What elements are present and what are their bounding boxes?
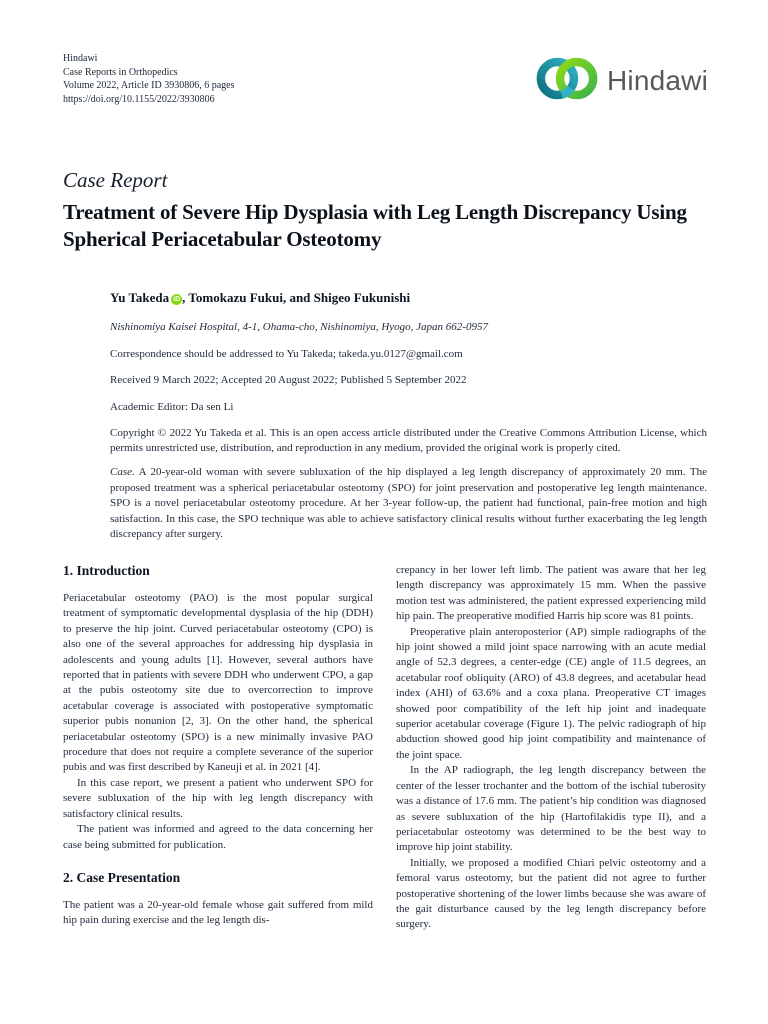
paragraph: Preoperative plain anteroposterior (AP) simple radiographs of the hip joint showed a mild joint space narrowing with an acute medial angle of 52.3 degrees, a center-edge (CE) angle of 11.5 degrees, an acetabular roof obliquity (ARO) of 43.8 degrees, and acetabular head index (AHI) of 63.6% and a coxa plana. Preoperative CT images showed poor compatibility of the left hip joint and inadequate superior acetabular coverage (Figure 1). The pelvic radiograph of hip abduction showed good hip joint compatibility and maintenance of the joint space. — [396, 625, 706, 761]
article-title: Treatment of Severe Hip Dysplasia with Leg Length Discrepancy Using Spherical Periacetabular Osteotomy — [63, 200, 687, 251]
paragraph: The patient was a 20-year-old female whose gait suffered from mild hip pain during exercise and the leg length dis- — [63, 898, 373, 927]
journal-name: Case Reports in Orthopedics — [63, 66, 178, 78]
section-heading: 2. Case Presentation — [63, 869, 181, 885]
affiliation: Nishinomiya Kaisei Hospital, 4-1, Ohama-cho, Nishinomiya, Hyogo, Japan 662-0957 — [110, 321, 488, 333]
copyright-notice: Copyright © 2022 Yu Takeda et al. This is an open access article distributed under the Creative Commons Attribution License, which permits unrestricted use, distribution, and reproduction in any medium, provided the original work is properly cited. — [110, 427, 707, 455]
orcid-icon[interactable]: iD — [173, 296, 181, 303]
article-meta — [110, 290, 707, 543]
dates-line: Received 9 March 2022; Accepted 20 August 2022; Published 5 September 2022 — [110, 374, 467, 386]
publication-info — [63, 52, 234, 106]
correspondence-line: Correspondence should be addressed to Yu Takeda; takeda.yu.0127@gmail.com — [110, 347, 463, 360]
volume-line: Volume 2022, Article ID 3930806, 6 pages — [63, 80, 235, 91]
right-column — [396, 563, 706, 933]
hindawi-logo — [535, 55, 708, 107]
editor-line: Academic Editor: Da sen Li — [110, 400, 234, 413]
paragraph: Initially, we proposed a modified Chiari pelvic osteotomy and a femoral varus osteotomy, but the patient did not agree to further postoperative shortening of the lower limbs because she was aware of the gait disturbance caused by the leg length discrepancy before surgery. — [396, 856, 706, 931]
abstract-text: A 20-year-old woman with severe subluxation of the hip displayed a leg length discrepancy of approximately 20 mm. The proposed treatment was a spherical periacetabular osteotomy (SPO) for joint preservation and postoperative leg length maintenance. SPO is a novel periacetabular osteotomy procedure. At her 3-year follow-up, the patient had functional, pain-free motion and high satisfaction. In this case, the SPO technique was able to achieve satisfactory clinical results without further exacerbating the leg length discrepancy after surgery. — [110, 466, 707, 541]
article-type: Case Report — [63, 168, 168, 192]
paragraph: Periacetabular osteotomy (PAO) is the most popular surgical treatment of symptomatic developmental dysplasia of the hip (DDH) to preserve the hip joint. Curved periacetabular osteotomy (CPO) is also one of the several approaches for addressing hip dysplasia in adolescents and young adults [1]. However, several authors have reported that in patients with severe DDH who underwent CPO, a gap at the pubis osteotomy site due to overcorrection to improve acetabular coverage is associated with postoperative symptomatic superior pubis nonunion [2, 3]. On the other hand, the spherical periacetabular osteotomy (SPO) is a new minimally invasive PAO procedure that does not require a complete severance of the superior pubis and was first described by Kaneuji et al. in 2021 [4]. — [63, 592, 373, 774]
author-names-rest: , Tomokazu Fukui, and Shigeo Fukunishi — [182, 290, 411, 305]
author-name: Yu Takeda — [110, 290, 170, 305]
left-column — [63, 563, 373, 933]
paragraph: crepancy in her lower left limb. The patient was aware that her leg length discrepancy was approximately 15 mm. When the passive motion test was administered, the patient expressed experiencing mild hip pain. The preoperative modified Harris hip score was 81 points. — [396, 564, 706, 623]
author-line — [110, 290, 707, 306]
abstract-label: Case. — [110, 466, 135, 479]
section-heading: 1. Introduction — [63, 563, 150, 578]
hindawi-rings-icon — [535, 55, 599, 107]
doi-link[interactable]: https://doi.org/10.1155/2022/3930806 — [63, 93, 215, 105]
paragraph: The patient was informed and agreed to the data concerning her case being submitted for publication. — [63, 823, 373, 851]
paragraph: In the AP radiograph, the leg length discrepancy between the center of the lesser trochanter and the bottom of the ischial tuberosity was a distance of 17.6 mm. The patient’s hip condition was diagnosed as severe subluxation of the hip (Hartofilakidis type II), and a periacetabular osteotomy was determined to be the best way to improve hip joint stability. — [396, 764, 706, 854]
paragraph: In this case report, we present a patient who underwent SPO for severe subluxation of the hip with leg length discrepancy with satisfactory clinical results. — [63, 776, 373, 820]
article-body — [63, 563, 706, 933]
hindawi-logo-text: Hindawi — [607, 65, 708, 96]
publisher-name: Hindawi — [63, 53, 98, 64]
abstract — [110, 465, 707, 543]
